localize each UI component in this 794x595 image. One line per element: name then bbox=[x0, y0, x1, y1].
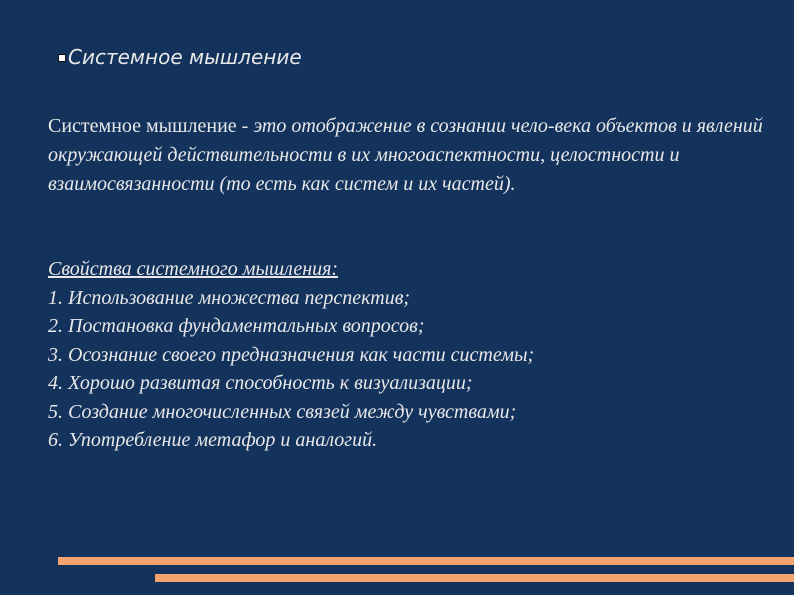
property-item-4: 4. Хорошо развитая способность к визуализации; bbox=[48, 372, 473, 394]
property-item-1: 1. Использование множества перспектив; bbox=[48, 286, 411, 309]
definition-separator: - bbox=[236, 115, 254, 137]
definition-term: Системное мышление bbox=[48, 115, 237, 137]
definition-block bbox=[48, 112, 776, 199]
property-item-6: 6. Употребление метафор и аналогий. bbox=[48, 429, 378, 451]
property-item-3: 3. Осознание своего предназначения как части системы; bbox=[48, 343, 535, 366]
slide-title bbox=[58, 43, 302, 71]
square-bullet-icon bbox=[58, 54, 66, 62]
property-item-5: 5. Создание многочисленных связей между чувствами; bbox=[48, 400, 517, 423]
accent-bar-upper bbox=[58, 557, 794, 565]
properties-list bbox=[48, 255, 776, 455]
definition-paragraph bbox=[48, 112, 776, 199]
slide-title-text: Системное мышление bbox=[68, 45, 302, 69]
property-item-2: 2. Постановка фундаментальных вопросов; bbox=[48, 315, 425, 337]
definition-text: это отображение в сознании чело-века объектов и явлений окружающей действительности в их многоаспектности, целостности и взаимосвязанности (то есть как систем и их частей). bbox=[48, 115, 763, 195]
accent-bar-lower bbox=[155, 574, 794, 582]
properties-heading: Свойства системного мышления: bbox=[48, 258, 339, 280]
